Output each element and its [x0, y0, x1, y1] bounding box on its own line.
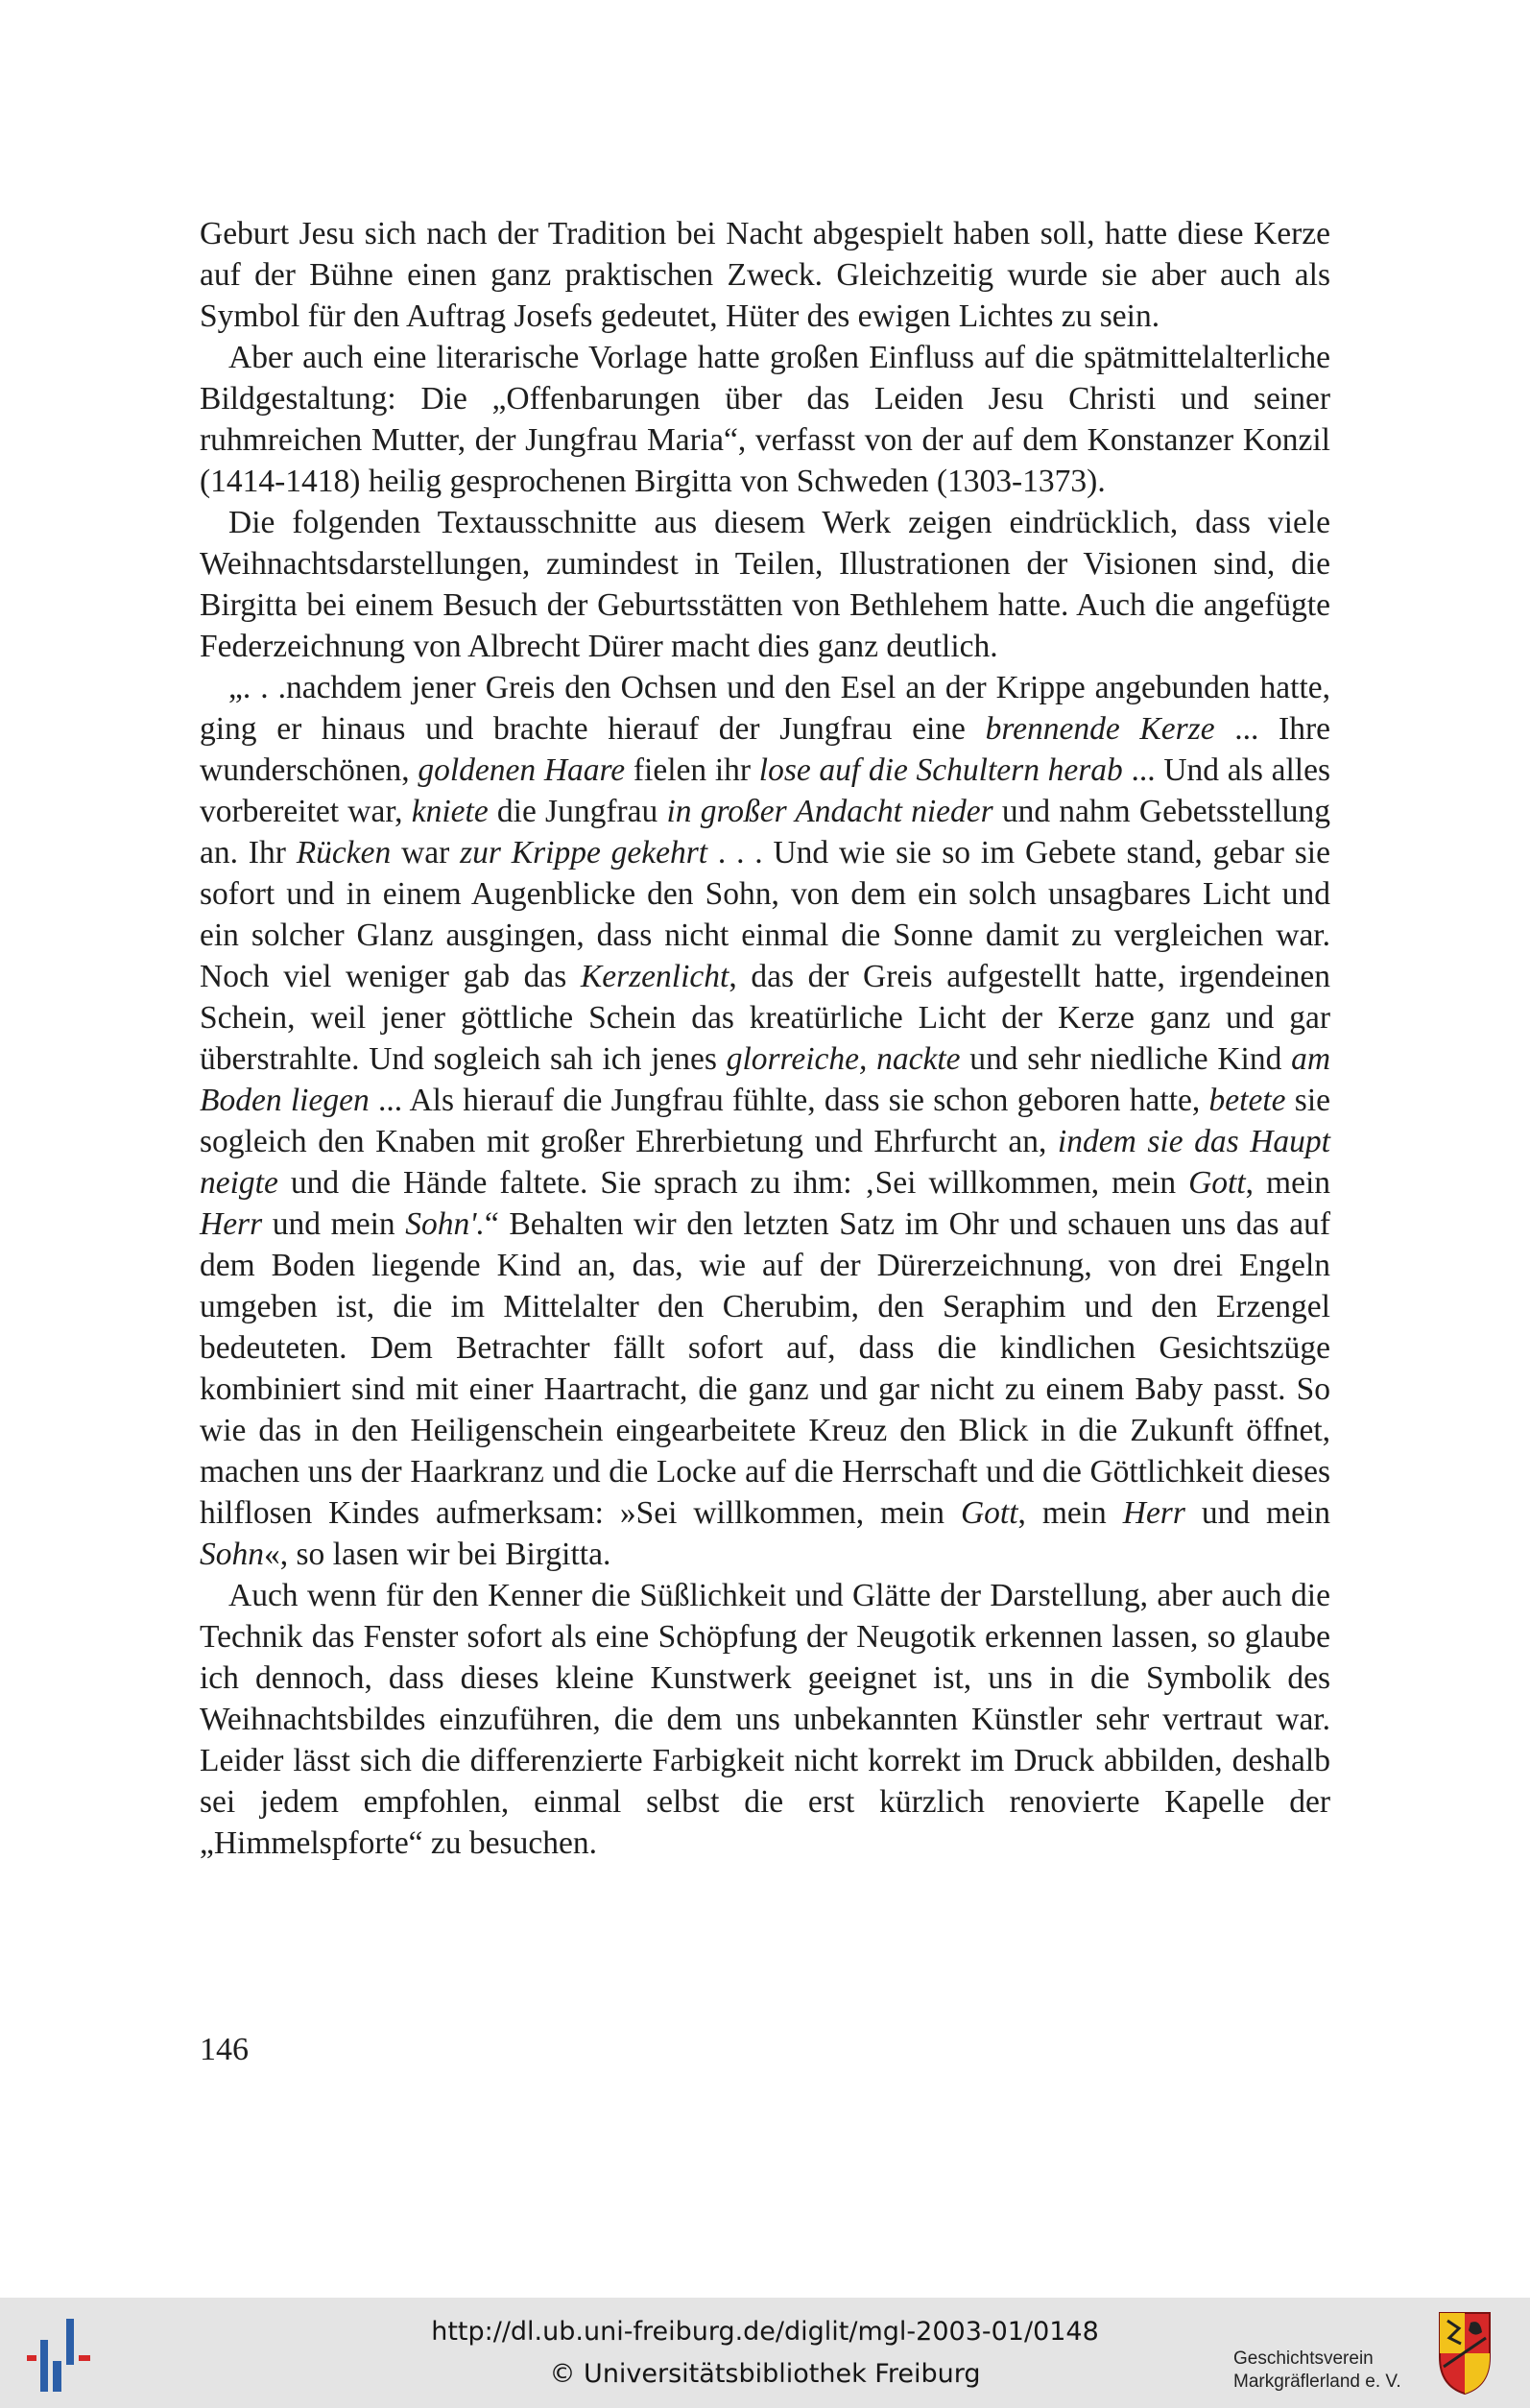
text-run: , das der Greis aufgestellt hatte, irgendeinen Schein, weil jener göttliche Schein das kreatürliche Licht der Kerze ganz und gar überstrahlte. Und sogleich sah ich jenes	[200, 959, 1330, 1077]
italic-run: brennende Kerze	[985, 711, 1215, 747]
text-run: und mein	[1184, 1495, 1331, 1531]
page-body	[200, 213, 1330, 1864]
text-run: und nahm Gebetsstellung an. Ihr	[200, 794, 1331, 870]
italic-run: glorreiche, nackte	[726, 1041, 961, 1077]
text-run: «, so lasen wir bei Birgitta.	[264, 1537, 611, 1572]
text-run: sie sogleich den Knaben mit großer Ehrerbietung und Ehrfurcht an,	[200, 1083, 1331, 1159]
text-run: Auch wenn für den Kenner die Süßlichkeit und Glätte der Darstellung, aber auch die Technik das Fenster sofort als eine Schöpfung der Neugotik erkennen lassen, so glaube ich dennoch, dass dieses kleine Kunstwerk geeignet ist, uns in die Symbolik des Weihnachtsbildes einzuführen, die dem uns unbekannten Künstler sehr vertraut war. Leider lässt sich die differenzierte Farbigkeit nicht korrekt im Druck abbilden, deshalb sei jedem empfohlen, einmal selbst die erst kürzlich renovierte Kapelle der „Himmelspforte“ zu besuchen.	[200, 1578, 1330, 1861]
text-run: ... Und als alles vorbereitet war,	[200, 752, 1331, 829]
italic-run: Rücken	[296, 835, 392, 870]
text-run: und sehr niedliche Kind	[960, 1041, 1292, 1077]
footer-copyright: © Universitätsbibliothek Freiburg	[549, 2359, 981, 2389]
italic-run: Kerzenlicht	[580, 959, 729, 994]
footer-bar	[0, 2298, 1530, 2408]
italic-run: Sohn'.	[405, 1206, 485, 1242]
italic-run: betete	[1208, 1083, 1286, 1118]
body-paragraph	[200, 667, 1330, 1575]
footer-url-link[interactable]: http://dl.ub.uni-freiburg.de/diglit/mgl-2003-01/0148	[431, 2317, 1099, 2347]
italic-run: am Boden liegen	[200, 1041, 1331, 1118]
text-run: ... Ihre wunderschönen,	[200, 711, 1330, 788]
body-paragraph	[200, 1575, 1330, 1864]
text-run: . . . Und wie sie so im Gebete stand, gebar sie sofort und in einem Augenblicke den Sohn, von dem ein solch unsagbares Licht und ein solcher Glanz ausgingen, dass nicht einmal die Sonne damit zu vergleichen war. Noch viel weniger gab das	[200, 835, 1330, 994]
text-run: , mein	[1017, 1495, 1123, 1531]
body-paragraph	[200, 502, 1330, 667]
italic-run: Gott	[1188, 1165, 1246, 1201]
italic-run: lose auf die Schultern herab	[758, 752, 1123, 788]
text-run: und mein	[262, 1206, 406, 1242]
text-run: Aber auch eine literarische Vorlage hatte großen Einfluss auf die spätmittelalterliche Bildgestaltung: Die „Offenbarungen über das Leiden Jesu Christi und seiner ruhmreichen Mutter, der Jungfrau Maria“, verfasst von der auf dem Konstanzer Konzil (1414-1418) heilig gesprochenen Birgitta von Schweden (1303-1373).	[200, 340, 1330, 499]
text-run: die Jungfrau	[488, 794, 667, 829]
text-run: Die folgenden Textausschnitte aus diesem Werk zeigen eindrücklich, dass viele Weihnachtsdarstellungen, zumindest in Teilen, Illustrationen der Visionen sind, die Birgitta bei einem Besuch der Geburtsstätten von Bethlehem hatte. Auch die angefügte Federzeichnung von Albrecht Dürer macht dies ganz deutlich.	[200, 505, 1330, 664]
italic-run: Sohn	[200, 1537, 264, 1572]
italic-run: Gott	[960, 1495, 1018, 1531]
text-run: fielen ihr	[625, 752, 759, 788]
italic-run: Herr	[200, 1206, 263, 1242]
text-run: Geburt Jesu sich nach der Tradition bei Nacht abgespielt haben soll, hatte diese Kerze auf der Bühne einen ganz praktischen Zweck. Gleichzeitig wurde sie aber auch als Symbol für den Auftrag Josefs gedeutet, Hüter des ewigen Lichtes zu sein.	[200, 216, 1330, 334]
italic-run: in großer Andacht nieder	[666, 794, 993, 829]
italic-run: Herr	[1122, 1495, 1185, 1531]
body-paragraph	[200, 337, 1330, 502]
text-run: , mein	[1245, 1165, 1330, 1201]
society-name	[1233, 2348, 1445, 2394]
body-paragraph	[200, 213, 1330, 337]
heraldic-crest-icon	[1436, 2309, 1494, 2396]
society-line-1: Geschichtsverein	[1233, 2348, 1374, 2369]
italic-run: indem sie das Haupt neigte	[200, 1124, 1330, 1201]
text-run: und die Hände faltete. Sie sprach zu ihm: ‚Sei willkommen, mein	[277, 1165, 1189, 1201]
text-run: „. . .nachdem jener Greis den Ochsen und den Esel an der Krippe angebunden hatte, ging er hinaus und brachte hierauf der Jungfrau eine	[200, 670, 1330, 747]
italic-run: goldenen Haare	[418, 752, 626, 788]
text-run: “ Behalten wir den letzten Satz im Ohr und schauen uns das auf dem Boden liegende Kind an, das, wie auf der Dürerzeichnung, von drei Engeln umgeben ist, die im Mittelalter den Cherubim, den Seraphim und den Erzengel bedeuteten. Dem Betrachter fällt sofort auf, dass die kindlichen Gesichtszüge kombiniert sind mit einer Haartracht, die ganz und gar nicht zu einem Baby passt. So wie das in den Heiligenschein eingearbeitete Kreuz den Blick in die Zukunft öffnet, machen uns der Haarkranz und die Locke auf die Herrschaft und die Göttlichkeit dieses hilflosen Kindes aufmerksam: »Sei willkommen, mein	[200, 1206, 1330, 1531]
page-number: 146	[200, 2032, 249, 2067]
italic-run: zur Krippe gekehrt	[460, 835, 708, 870]
italic-run: kniete	[411, 794, 489, 829]
text-run: war	[391, 835, 461, 870]
text-run: ... Als hierauf die Jungfrau fühlte, dass sie schon geboren hatte,	[369, 1083, 1209, 1118]
society-line-2: Markgräflerland e. V.	[1233, 2372, 1401, 2392]
